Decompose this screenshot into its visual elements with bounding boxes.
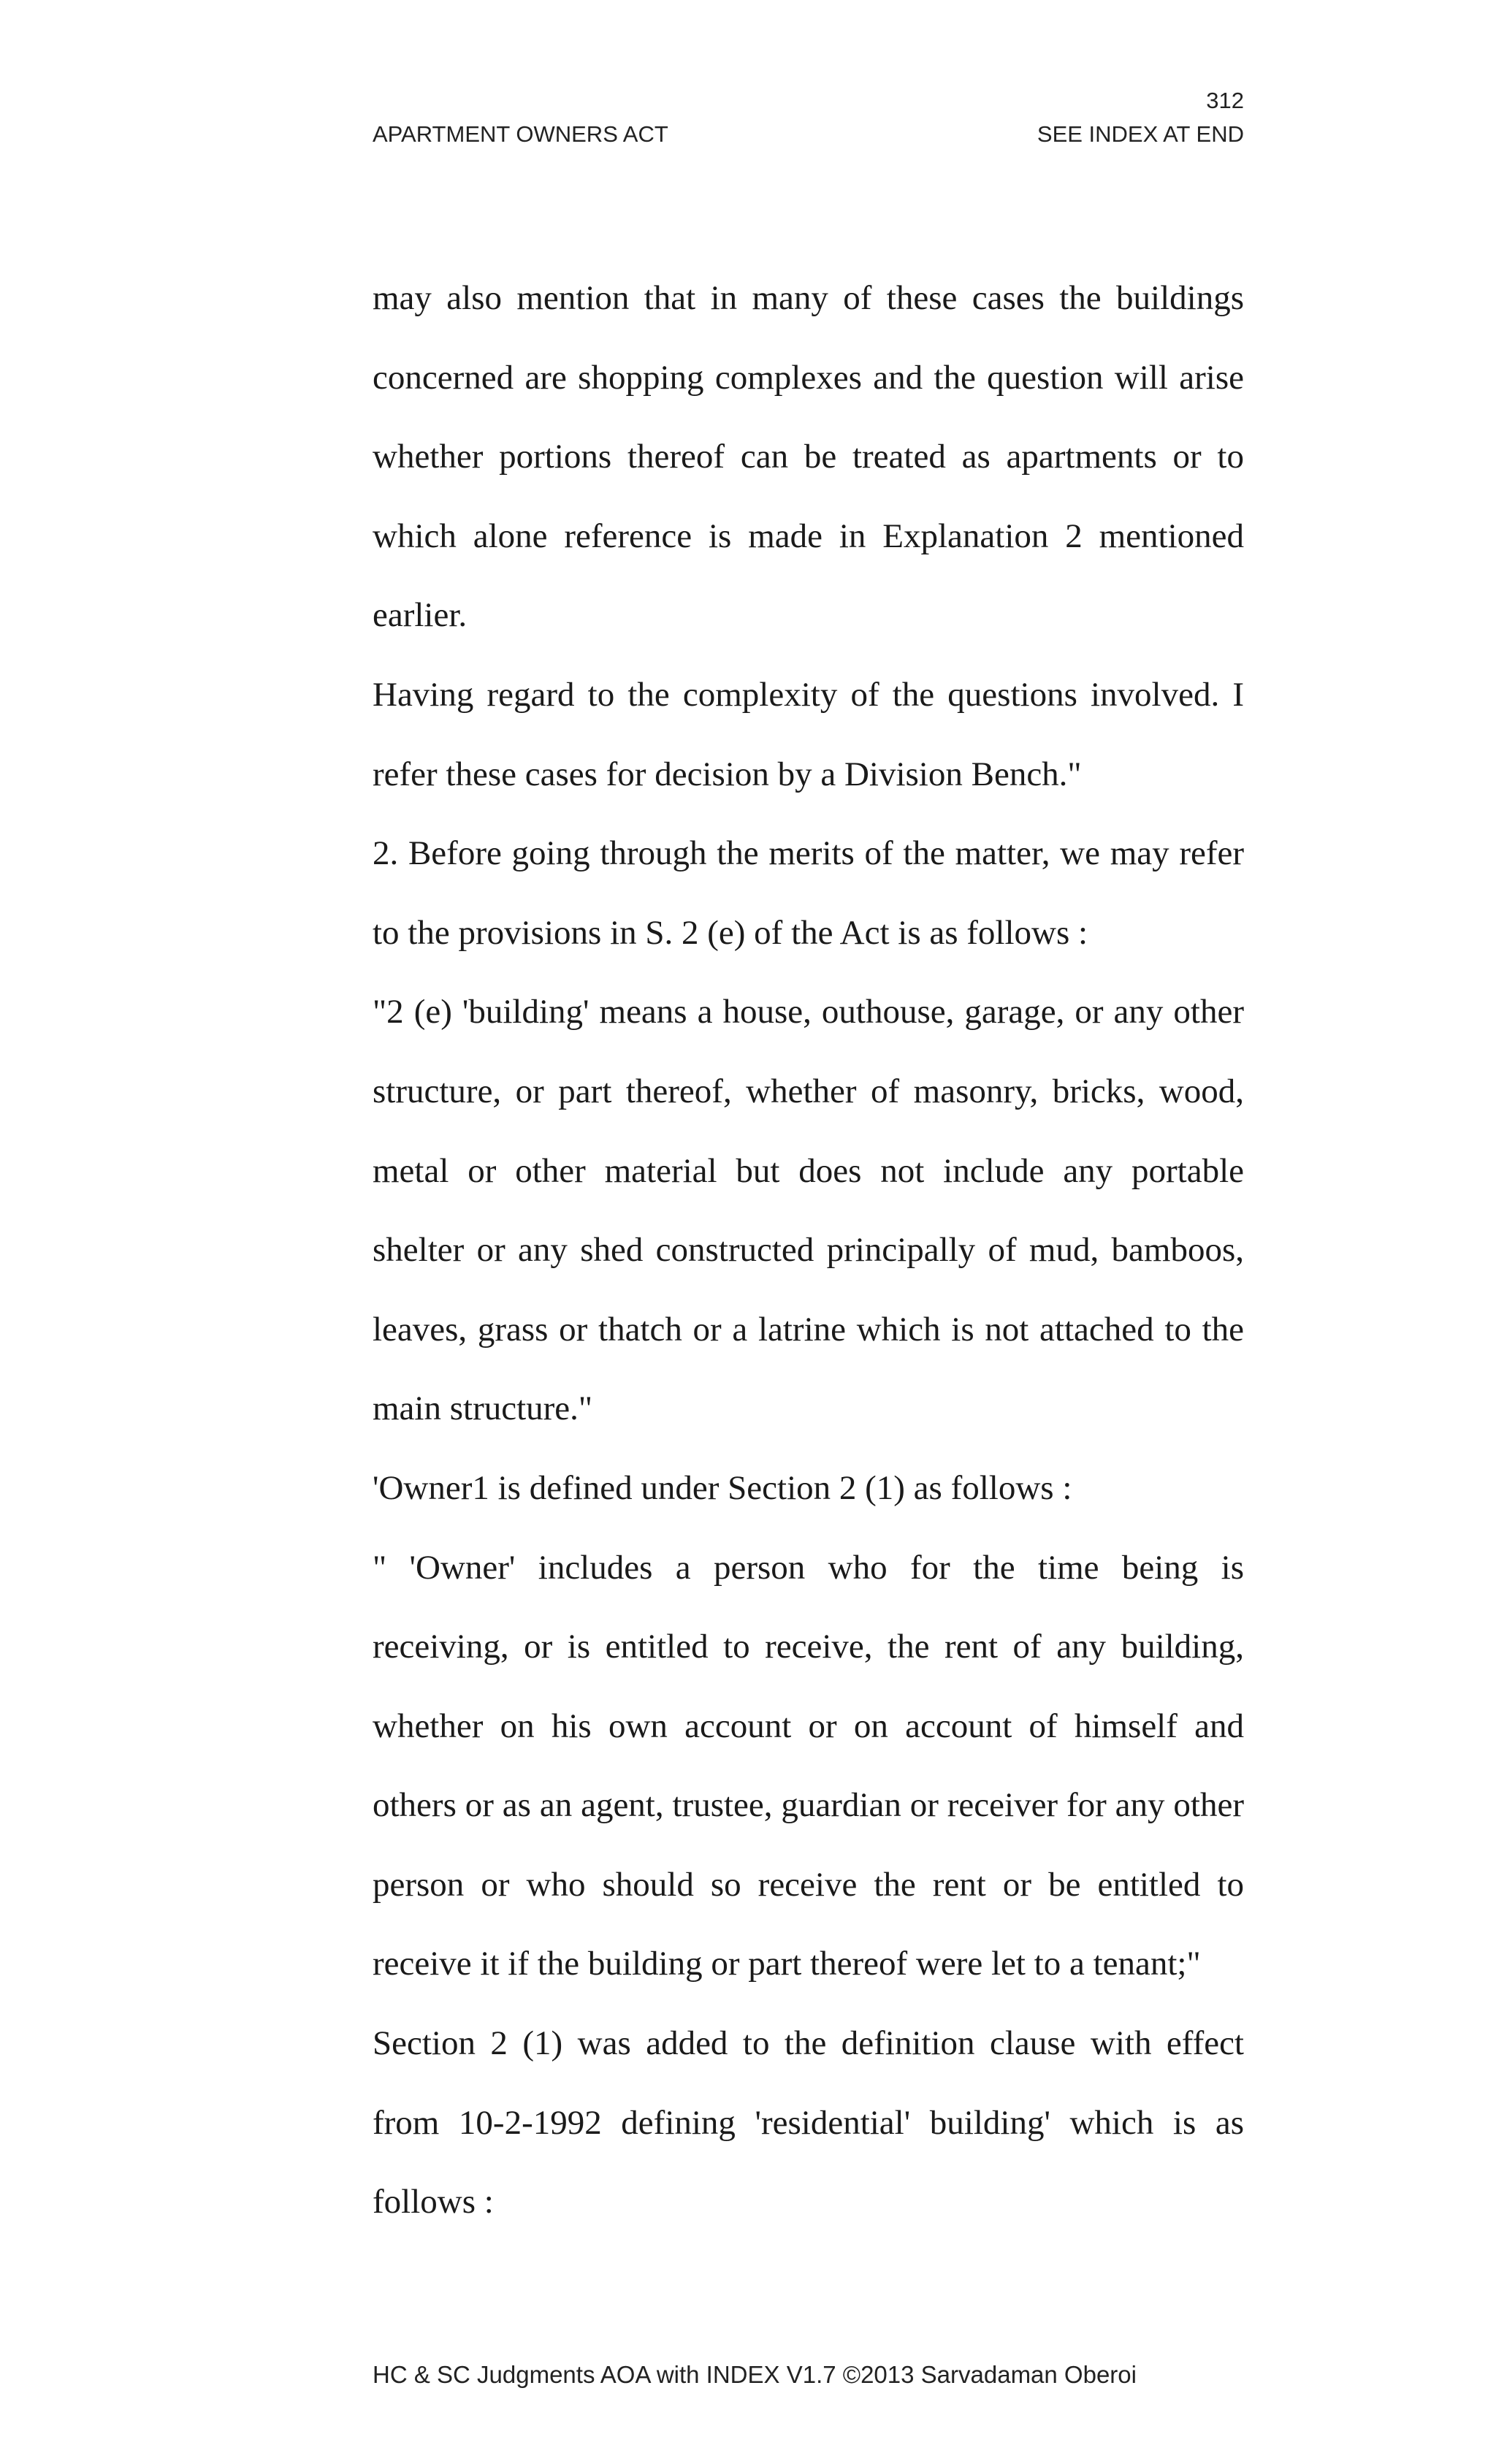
- paragraph-explanation-continuation: may also mention that in many of these cases the buildings concerned are shopping complexes and the question will arise whether portions thereof can be treated as apartments or to which alone reference is made in Explanation 2 mentioned earlier.: [373, 279, 1244, 635]
- paragraph-owner-intro: 'Owner1 is defined under Section 2 (1) as follows :: [373, 1468, 1072, 1507]
- paragraph-owner-definition: " 'Owner' includes a person who for the time being is receiving, or is entitled to receive, the rent of any building, whether on his own account or on account of himself and others or as an agent, trustee, guardian or receiver for any other person or who should so receive the rent or be entitled to receive it if the building or part thereof were let to a tenant;": [373, 1548, 1244, 1983]
- document-body: [373, 259, 1244, 2242]
- running-header-index-note: SEE INDEX AT END: [1037, 121, 1244, 147]
- page-footer: HC & SC Judgments AOA with INDEX V1.7 ©2013 Sarvadaman Oberoi: [373, 2361, 1137, 2388]
- paragraph-residential-building-intro: Section 2 (1) was added to the definition clause with effect from 10-2-1992 defining 'residential' building' which is as follows :: [373, 2024, 1244, 2221]
- running-header-title: APARTMENT OWNERS ACT: [373, 121, 668, 147]
- paragraph-building-definition: "2 (e) 'building' means a house, outhouse, garage, or any other structure, or part thereof, whether of masonry, bricks, wood, metal or other material but does not include any portable shelter or any shed constructed principally of mud, bamboos, leaves, grass or thatch or a latrine which is not attached to the main structure.": [373, 993, 1244, 1428]
- paragraph-referral: Having regard to the complexity of the questions involved. I refer these cases for decision by a Division Bench.": [373, 675, 1244, 793]
- page-number: 312: [1206, 88, 1244, 113]
- paragraph-section-2e-intro: 2. Before going through the merits of the matter, we may refer to the provisions in S. 2 (e) of the Act is as follows :: [373, 834, 1244, 952]
